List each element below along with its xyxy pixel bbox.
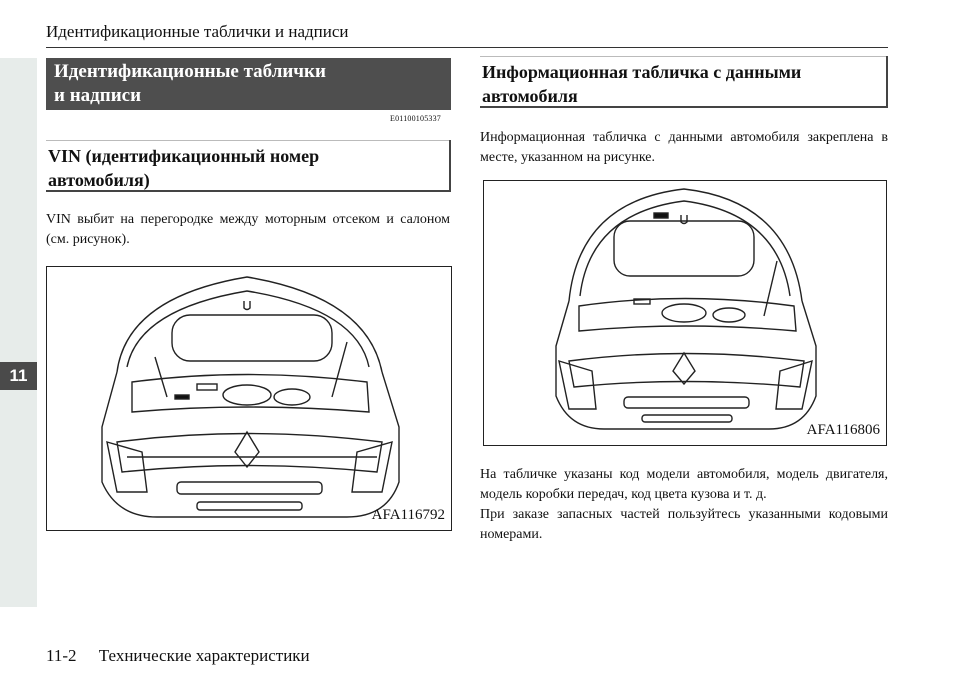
figure-code: AFA116806 — [806, 422, 880, 438]
chapter-tab: 11 — [0, 362, 37, 390]
subsection-title-info-plate — [480, 56, 888, 108]
info-plate-location-figure — [483, 180, 887, 446]
running-header: Идентификационные таблички и надписи — [46, 22, 349, 41]
vin-paragraph: VIN выбит на перегородке между моторным отсеком и салоном (см. рисунок). — [46, 212, 450, 247]
subsection-title-line: автомобиля — [482, 86, 578, 106]
paragraph-line: На табличке указаны код модели автомобиля, модель двигателя, модель коробки передач, код цвета кузова и т. д. — [480, 467, 888, 502]
header-rule — [46, 47, 888, 48]
page-number: 11-2 — [46, 646, 77, 665]
info-plate-contents-paragraph — [480, 465, 888, 545]
info-plate-paragraph: Информационная табличка с данными автомобиля закреплена в месте, указанном на рисунке. — [480, 130, 888, 165]
vin-location-figure — [46, 266, 452, 531]
car-engine-bay-illustration — [47, 267, 451, 530]
subsection-title-line: Информационная табличка с данными — [482, 62, 802, 82]
document-code: E01100105337 — [390, 114, 441, 123]
chapter-title: Технические характеристики — [98, 646, 310, 665]
section-title-line: Идентификационные таблички — [54, 61, 326, 82]
car-engine-bay-illustration — [484, 181, 886, 445]
figure-code: AFA116792 — [371, 507, 445, 523]
subsection-title-line: VIN (идентификационный номер — [48, 146, 320, 166]
subsection-title-line: автомобиля) — [48, 170, 150, 190]
page-footer — [46, 646, 310, 666]
section-title-identification — [46, 58, 451, 110]
paragraph-line: При заказе запасных частей пользуйтесь указанными кодовыми номерами. — [480, 507, 888, 542]
subsection-title-vin — [46, 140, 451, 192]
section-title-line: и надписи — [54, 85, 142, 106]
chapter-side-band — [0, 58, 37, 607]
